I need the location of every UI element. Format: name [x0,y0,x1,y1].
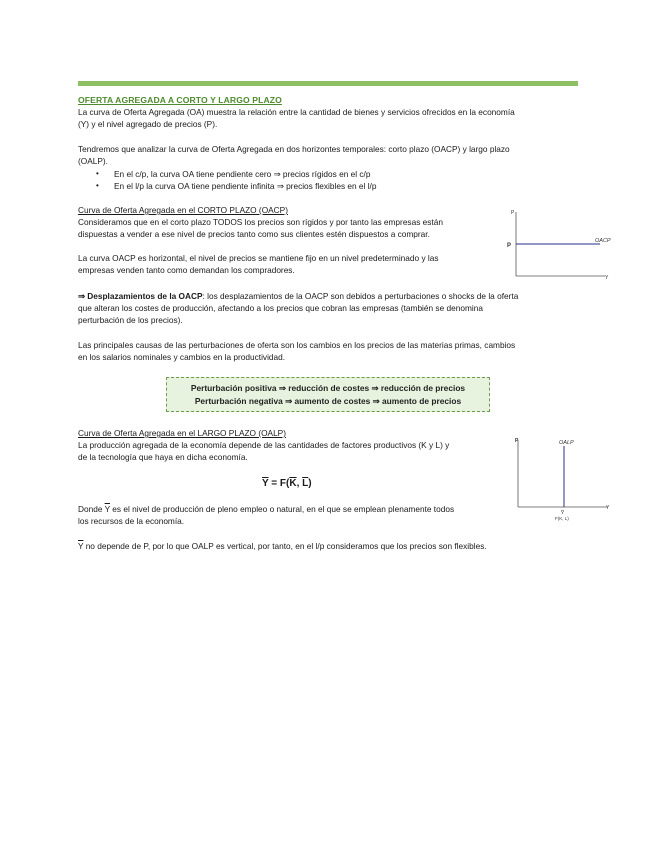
long-run-paragraph-3: $\overline{Y}$ no depende de P, por lo que OALP es vertical, por tanto, en el l/p consideramos que los precios son flexibles. [78,541,487,551]
long-run-paragraph-1: La producción agregada de la economía depende de las cantidades de factores productivos (K y L) y de la tecnología que haya en dicha economía. [78,440,450,462]
short-run-paragraph-1: Consideramos que en el corto plazo TODOS los precios son rígidos y por tanto las empresas están dispuestas a vender a ese nivel de precios tanto como sus clientes estén dispuestos a comprar. [78,217,443,239]
curve-label: OACP [595,238,611,244]
analysis-paragraph: Tendremos que analizar la curva de Oferta Agregada en dos horizontes temporales: corto plazo (OACP) y largo plazo (OALP). [78,144,510,166]
long-run-heading: Curva de Oferta Agregada en el LARGO PLAZO (OALP) [78,428,286,438]
horizon-bullets [96,168,376,192]
list-item: • En el c/p, la curva OA tiene pendiente cero ⇒ precios rígidos en el c/p [96,168,376,180]
page-title: OFERTA AGREGADA A CORTO Y LARGO PLAZO [78,95,282,105]
shifts-label: ⇒ Desplazamientos de la OACP [78,291,203,301]
causes-paragraph: Las principales causas de las perturbaciones de oferta son los cambios en los precios de las materias primas, cambios en los salarios nominales y cambios en la productividad. [78,340,516,362]
shifts-paragraph: ⇒ Desplazamientos de la OACP: los desplazamientos de la OACP son debidos a perturbaciones o shocks de la oferta que alteran los costes de producción, afectando a los precios que cobran las empresas (también se denomina perturbación de los precios). [78,291,519,325]
y-axis-label: P [515,438,519,444]
production-function: $\overline{Y} = F(\overline{K}$, $\overline{L}$) [262,478,312,489]
y-axis-label: P [511,210,515,216]
price-label: P [507,243,512,249]
x-axis-label: Y [606,505,610,511]
oalp-graph [508,434,618,526]
natural-output-label: Y [561,510,565,515]
long-run-paragraph-2: Donde $\overline{Y}$ es el nivel de producción de pleno empleo o natural, en el que se emplean plenamente todos los recursos de la economía. [78,504,455,526]
function-label: F(K, L) [555,516,569,521]
oacp-graph [505,206,615,282]
short-run-paragraph-2: La curva OACP es horizontal, el nivel de precios se mantiene fijo en un nivel predeterminado y las empresas venden tanto como demandan los compradores. [78,253,439,275]
curve-label: OALP [559,440,574,446]
header-rule [78,81,578,86]
x-axis-label: Y [605,275,609,281]
intro-paragraph: La curva de Oferta Agregada (OA) muestra la relación entre la cantidad de bienes y servicios ofrecidos en la economía (Y) y el nivel agregado de precios (P). [78,107,515,129]
list-item: • En el l/p la curva OA tiene pendiente infinita ⇒ precios flexibles en el l/p [96,180,376,192]
short-run-heading: Curva de Oferta Agregada en el CORTO PLAZO (OACP) [78,205,288,215]
shock-summary-box: Perturbación positiva ⇒ reducción de costes ⇒ reducción de precios Perturbación negativa ⇒ aumento de costes ⇒ aumento de precios [166,377,490,412]
